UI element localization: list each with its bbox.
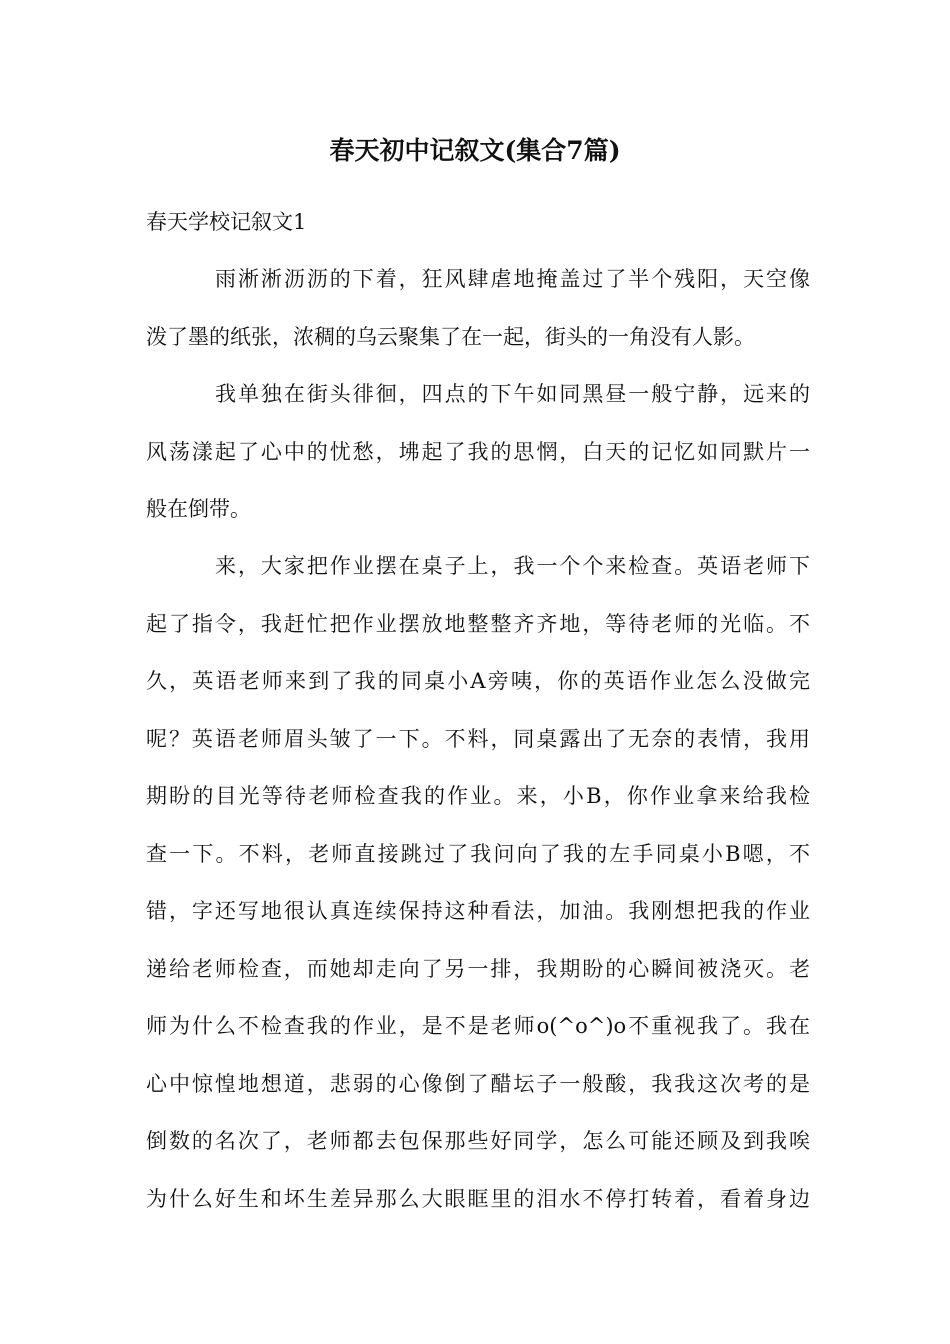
paragraph-3 xyxy=(146,538,810,1228)
paragraph-line: 泼了墨的纸张，浓稠的乌云聚集了在一起，街头的一角没有人影。 xyxy=(146,324,755,349)
paragraph-line: 呢？英语老师眉头皱了一下。不料，同桌露出了无奈的表情，我用 xyxy=(146,726,810,751)
section-heading: 春天学校记叙文1 xyxy=(146,210,307,234)
paragraph-line: 雨淅淅沥沥的下着，狂风肆虐地掩盖过了半个残阳，天空像 xyxy=(215,267,810,291)
document-title: 春天初中记叙文(集合7篇) xyxy=(329,136,621,165)
paragraph-line: 师为什么不检查我的作业，是不是老师o(^o^)o不重视我了。我在 xyxy=(146,1014,810,1038)
paragraph-line: 查一下。不料，老师直接跳过了我问向了我的左手同桌小B嗯，不 xyxy=(146,841,810,866)
paragraph-line: 递给老师检查，而她却走向了另一排，我期盼的心瞬间被浇灭。老 xyxy=(146,956,810,981)
paragraph-line: 期盼的目光等待老师检查我的作业。来，小B，你作业拿来给我检 xyxy=(146,784,810,808)
paragraph-line: 我单独在街头徘徊，四点的下午如同黑昼一般宁静，远来的 xyxy=(215,382,810,406)
paragraph-line: 风荡漾起了心中的忧愁，坲起了我的思惘，白天的记忆如同默片一 xyxy=(146,439,810,464)
paragraph-line: 来，大家把作业摆在桌子上，我一个个来检查。英语老师下 xyxy=(215,554,810,578)
paragraph-line: 心中惊惶地想道，悲弱的心像倒了醋坛子一般酸，我我这次考的是 xyxy=(146,1071,810,1096)
paragraph-line: 倒数的名次了，老师都去包保那些好同学，怎么可能还顾及到我唉 xyxy=(146,1129,810,1153)
paragraph-line: 为什么好生和坏生差异那么大眼眶里的泪水不停打转着，看着身边 xyxy=(146,1186,810,1211)
paragraph-line: 起了指令，我赶忙把作业摆放地整整齐齐地，等待老师的光临。不 xyxy=(146,611,810,636)
paragraph-line: 久，英语老师来到了我的同桌小A旁咦，你的英语作业怎么没做完 xyxy=(146,669,810,693)
paragraph-line: 错，字还写地很认真连续保持这种看法，加油。我刚想把我的作业 xyxy=(146,899,810,923)
paragraph-2 xyxy=(146,366,810,539)
paragraph-1 xyxy=(146,251,810,366)
paragraph-line: 般在倒带。 xyxy=(146,497,251,521)
